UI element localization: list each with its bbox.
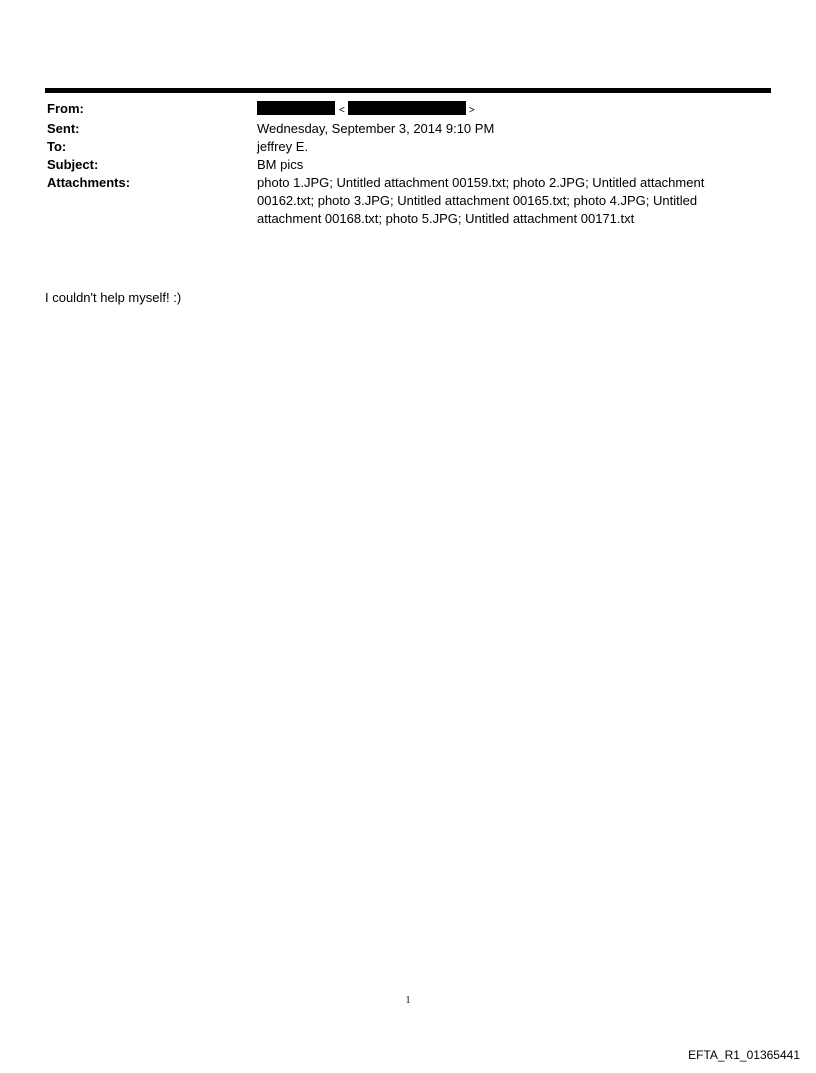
header-rule (45, 88, 771, 93)
from-open-bracket: < (339, 105, 345, 116)
sent-value: Wednesday, September 3, 2014 9:10 PM (257, 121, 495, 136)
sent-label: Sent: (47, 121, 80, 136)
from-value (257, 100, 737, 120)
attachments-value: photo 1.JPG; Untitled attachment 00159.txt; photo 2.JPG; Untitled attachment 00162.txt; photo 3.JPG; Untitled attachment 00165.txt; photo 4.JPG; Untitled attachment 00168.txt; photo 5.JPG; Untitled attachment 00171.txt (257, 175, 705, 226)
to-label: To: (47, 139, 67, 154)
redacted-sender-email (348, 101, 466, 115)
from-row (47, 100, 747, 120)
attachments-row (47, 174, 747, 228)
sent-row (47, 120, 747, 138)
email-body-text: I couldn't help myself! :) (45, 290, 182, 305)
to-row (47, 138, 747, 156)
from-label: From: (47, 101, 84, 116)
subject-row (47, 156, 747, 174)
to-value: jeffrey E. (257, 139, 309, 154)
page-number: 1 (405, 995, 411, 1006)
subject-label: Subject: (47, 157, 99, 172)
attachments-label: Attachments: (47, 175, 131, 190)
document-id: EFTA_R1_01365441 (688, 1048, 800, 1062)
redacted-sender-name (257, 101, 335, 115)
from-close-bracket: > (468, 105, 475, 116)
email-header (47, 100, 747, 228)
subject-value: BM pics (257, 157, 304, 172)
